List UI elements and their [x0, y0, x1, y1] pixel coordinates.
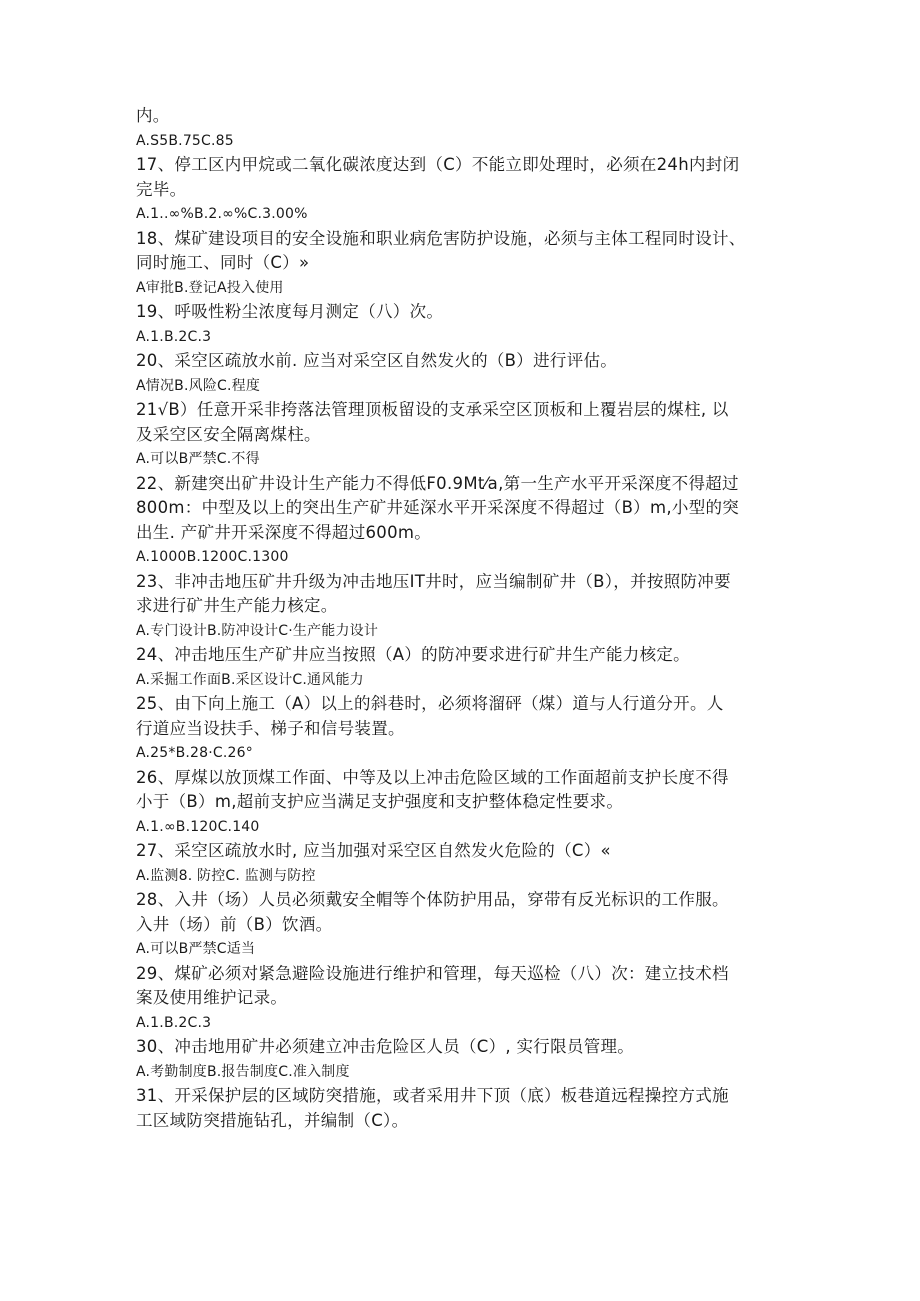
question-text-line: 出生. 产矿井开采深度不得超过600m。 [136, 522, 432, 542]
question-text-line: 完毕。 [136, 179, 187, 199]
answer-options-line: A.1.B.2C.3 [136, 328, 212, 345]
question-text-line: 18、煤矿建设项目的安全设施和职业病危害防护设施，必须与主体工程同时设计、 [136, 228, 746, 248]
question-text-line: 25、由下向上施工（A）以上的斜巷时，必须将溜砰（煤）道与人行道分开。人 [136, 694, 724, 713]
question-text-line: 19、呼吸性粉尘浓度每月测定（八）次。 [136, 302, 444, 321]
question-text-line: 案及使用维护记录。 [136, 988, 288, 1007]
question-text-line: 求进行矿井生产能力核定。 [136, 596, 338, 615]
question-text-line: 29、煤矿必须对紧急避险设施进行维护和管理，每天巡检（八）次：建立技术档 [136, 963, 729, 983]
answer-options-line: A.可以B严禁C适当 [136, 941, 256, 957]
question-text-line: 内。 [136, 106, 170, 125]
document-page [136, 104, 786, 1133]
question-text-line: 工区域防突措施钻孔，并编制（C）。 [136, 1110, 409, 1130]
question-text-line: 20、采空区疏放水前. 应当对采空区自然发火的（B）进行评估。 [136, 351, 618, 370]
answer-options-line: A.监测8. 防控C. 监测与防控 [136, 867, 316, 884]
question-text-line: 28、入井（场）人员必须戴安全帽等个体防护用品，穿带有反光标识的工作服。 [136, 890, 729, 909]
answer-options-line: A情况B.风险C.程度 [136, 377, 261, 394]
answer-options-line: A.1..∞%B.2.∞%C.3.00% [136, 206, 308, 222]
question-text-line: 小于（B）m,超前支护应当满足支护强度和支护整体稳定性要求。 [136, 792, 624, 811]
answer-options-line: A.专门设计B.防冲设计C·生产能力设计 [136, 622, 379, 639]
question-text-line: 31、开采保护层的区域防突措施，或者采用井下顶（底）板巷道远程操控方式施 [136, 1086, 729, 1105]
answer-options-line: A.采掘工作面B.采区设计C.通风能力 [136, 671, 364, 688]
question-text-line: 行道应当设扶手、梯子和信号装置。 [136, 718, 405, 738]
answer-options-line: A.考勤制度B.报告制度C.准入制度 [136, 1063, 350, 1080]
question-text-line: 同时施工、同时（C）» [136, 253, 310, 272]
question-text-line: 800m：中型及以上的突出生产矿井延深水平开采深度不得超过（B）m,小型的突 [136, 498, 740, 517]
answer-options-line: A审批B.登记A投入使用 [136, 279, 284, 296]
question-text-line: 入井（场）前（B）饮酒。 [136, 914, 333, 934]
answer-options-line: A.可以B严禁C.不得 [136, 451, 260, 467]
answer-options-line: A.1.∞B.120C.140 [136, 818, 260, 835]
question-text-line: 21√B）任意开采非挎落法管理顶板留设的支承采空区顶板和上覆岩层的煤柱, 以 [136, 400, 729, 419]
answer-options-line: A.1.B.2C.3 [136, 1014, 212, 1031]
question-text-line: 24、冲击地压生产矿井应当按照（A）的防冲要求进行矿井生产能力核定。 [136, 645, 690, 664]
answer-options-line: A.1000B.1200C.1300 [136, 549, 289, 565]
question-text-line: 30、冲击地用矿井必须建立冲击危险区人员（C）, 实行限员管理。 [136, 1037, 635, 1056]
question-text-line: 及采空区安全隔离煤柱。 [136, 424, 321, 444]
answer-options-line: A.25*B.28·C.26° [136, 745, 253, 761]
question-text-line: 23、非冲击地压矿井升级为冲击地压IT井时，应当编制矿井（B），并按照防冲要 [136, 571, 731, 591]
answer-options-line: A.S5B.75C.85 [136, 132, 234, 149]
question-text-line: 17、停工区内甲烷或二氧化碳浓度达到（C）不能立即处理时，必须在24h内封闭 [136, 155, 740, 174]
question-text-line: 26、厚煤以放顶煤工作面、中等及以上冲击危险区域的工作面超前支护长度不得 [136, 767, 729, 787]
question-text-line: 22、新建突出矿井设计生产能力不得低F0.9Mt⁄a,第一生产水平开采深度不得超过 [136, 473, 739, 493]
question-text-line: 27、采空区疏放水时, 应当加强对采空区自然发火危险的（C）« [136, 841, 611, 860]
